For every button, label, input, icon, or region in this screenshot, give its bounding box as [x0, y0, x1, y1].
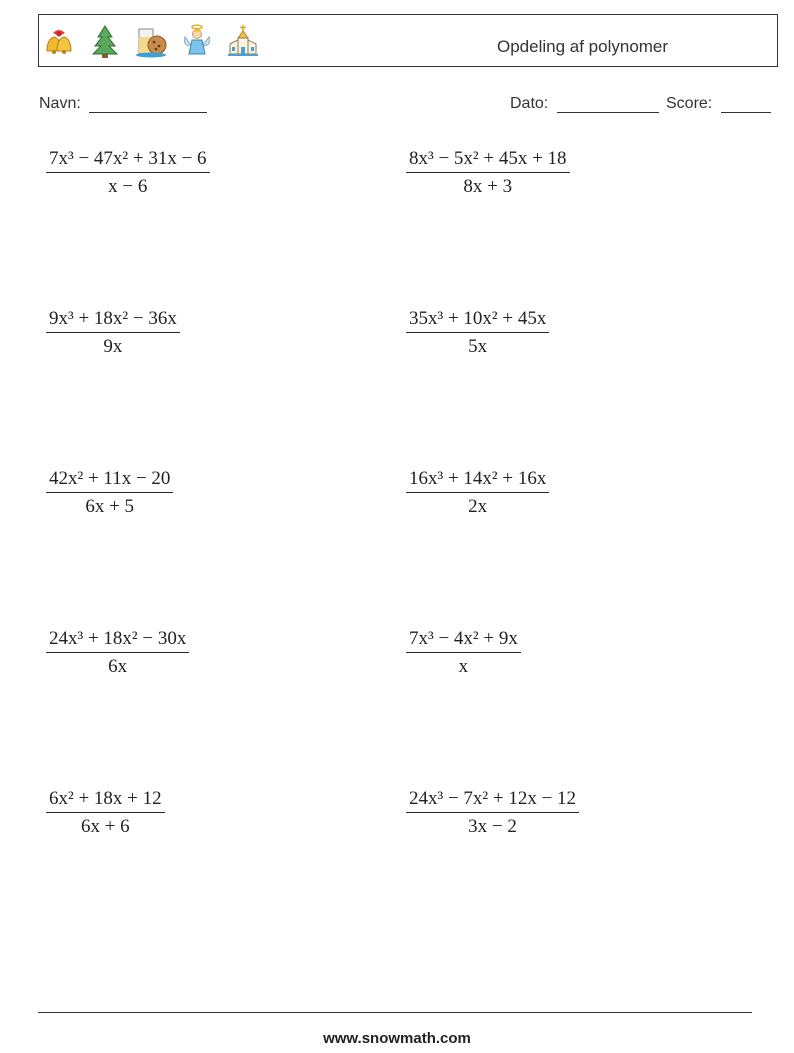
problem-8: [406, 628, 521, 678]
denominator: x − 6: [46, 172, 210, 198]
angel-icon: [181, 23, 213, 59]
problem-9: [46, 788, 165, 838]
date-label: Dato:: [510, 95, 549, 112]
numerator: 35x³ + 10x² + 45x: [409, 308, 547, 329]
numerator: 42x² + 11x − 20: [49, 468, 171, 489]
score-field: [666, 94, 771, 113]
problem-7: [46, 628, 189, 678]
problem-6: [406, 468, 549, 518]
worksheet-title: Opdeling af polynomer: [497, 37, 669, 56]
denominator: 2x: [406, 492, 549, 518]
icon-row: [43, 23, 259, 59]
problem-1: [46, 148, 210, 198]
header-box: [38, 14, 778, 67]
problem-10: [406, 788, 579, 838]
numerator: 24x³ + 18x² − 30x: [49, 628, 187, 649]
footer-url[interactable]: www.snowmath.com: [323, 1030, 471, 1047]
christmas-tree-icon: [89, 23, 121, 59]
denominator: 6x: [46, 652, 189, 678]
numerator: 6x² + 18x + 12: [49, 788, 162, 809]
numerator: 7x³ − 4x² + 9x: [409, 628, 518, 649]
milk-and-cookie-icon: [135, 23, 167, 59]
numerator: 9x³ + 18x² − 36x: [49, 308, 177, 329]
numerator: 16x³ + 14x² + 16x: [409, 468, 547, 489]
church-icon: [227, 23, 259, 59]
score-blank-line[interactable]: [721, 94, 771, 113]
name-blank-line[interactable]: [89, 94, 207, 113]
name-field: [39, 94, 207, 113]
problem-3: [46, 308, 180, 358]
denominator: 5x: [406, 332, 549, 358]
denominator: 6x + 5: [46, 492, 173, 518]
name-label: Navn:: [39, 95, 81, 112]
denominator: 3x − 2: [406, 812, 579, 838]
problem-4: [406, 308, 549, 358]
score-label: Score:: [666, 95, 713, 112]
numerator: 24x³ − 7x² + 12x − 12: [409, 788, 577, 809]
denominator: 6x + 6: [46, 812, 165, 838]
denominator: x: [406, 652, 521, 678]
problem-5: [46, 468, 173, 518]
problem-2: [406, 148, 570, 198]
date-field: [510, 94, 659, 113]
date-blank-line[interactable]: [557, 94, 659, 113]
bells-icon: [43, 23, 75, 59]
denominator: 8x + 3: [406, 172, 570, 198]
denominator: 9x: [46, 332, 180, 358]
footer-rule: [38, 1012, 752, 1013]
numerator: 8x³ − 5x² + 45x + 18: [409, 148, 567, 169]
numerator: 7x³ − 47x² + 31x − 6: [49, 148, 207, 169]
